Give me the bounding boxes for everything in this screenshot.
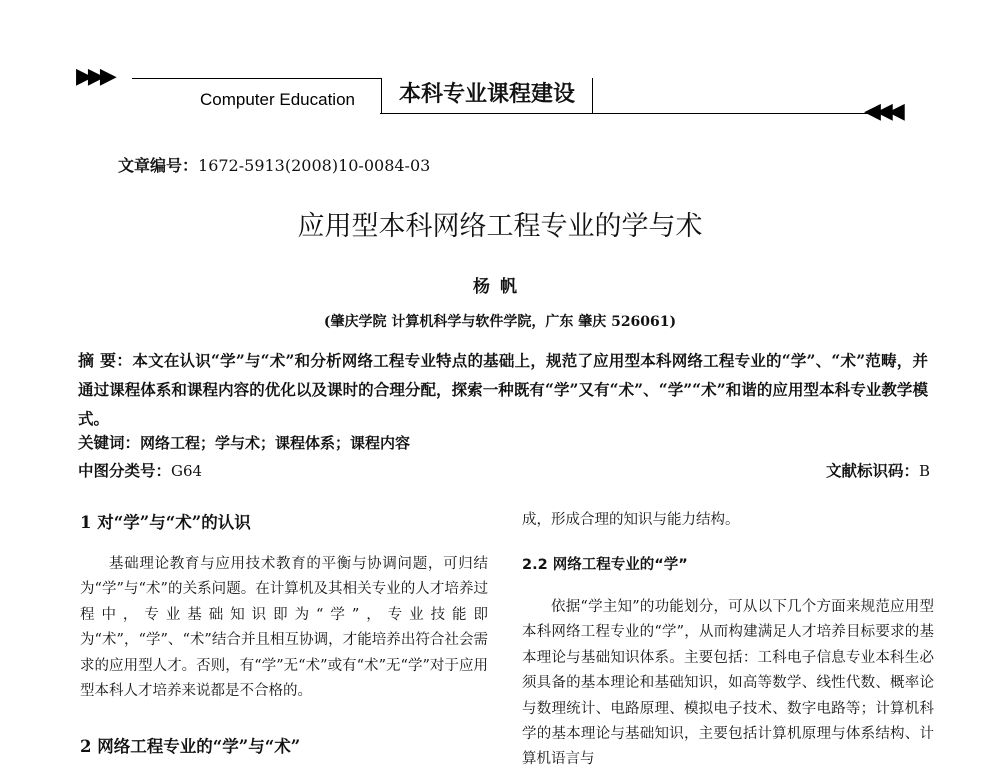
- abstract-text: 本文在认识“学”与“术”和分析网络工程专业特点的基础上，规范了应用型本科网络工程专业的“学”、“术”范畴，并通过课程体系和课程内容的优化以及课时的合理分配，探索一种既有“学”又有“术”、“学”“术”和谐的应用型本科专业教学模式。: [78, 351, 928, 428]
- header-rule-top: [132, 78, 422, 79]
- article-number-value: 1672-5913(2008)10-0084-03: [198, 156, 431, 175]
- author-affiliation: (肇庆学院 计算机科学与软件学院，广东 肇庆 526061): [323, 314, 677, 330]
- clc-value: G64: [171, 462, 203, 480]
- section-title-box: 本科专业课程建设: [381, 78, 593, 114]
- article-number-label: 文章编号：: [118, 156, 199, 175]
- doc-code-label: 文献标识码：: [825, 462, 919, 480]
- section-1-paragraph: 基础理论教育与应用技术教育的平衡与协调问题，可归结为“学”与“术”的关系问题。在计算机及其相关专业的人才培养过程中，专业基础知识即为“学”，专业技能即为“术”，“学”、“术”结合并且相互协调，才能培养出符合社会需求的应用型人才。否则，有“学”无“术”或有“术”无“学”对于应用型本科人才培养来说都是不合格的。: [80, 556, 488, 700]
- left-arrow-ornament: ▶▶▶: [76, 64, 112, 89]
- continued-paragraph: 成，形成合理的知识与能力结构。: [522, 512, 740, 528]
- header-rule-bottom: [380, 113, 872, 114]
- clc-number: [78, 459, 202, 481]
- keywords-label: 关键词：: [78, 434, 141, 452]
- keywords: [78, 431, 410, 453]
- author-name: 杨帆: [473, 277, 527, 297]
- clc-label: 中图分类号：: [78, 462, 172, 480]
- section-2-2-paragraph: 依据“学主知”的功能划分，可从以下几个方面来规范应用型本科网络工程专业的“学”，从而构建满足人才培养目标要求的基本理论与基础知识体系。主要包括：工科电子信息专业本科生必须具备的基本理论和基础知识，如高等数学、线性代数、概率论与数理统计、电路原理、模拟电子技术、数字电路等；计算机科学的基本理论与基础知识，主要包括计算机原理与体系结构、计算机语言与: [522, 599, 934, 768]
- article-number: [118, 153, 430, 176]
- journal-name: Computer Education: [200, 90, 355, 109]
- section-2-2-heading: 2.2 网络工程专业的“学”: [522, 557, 688, 573]
- right-arrow-ornament: ◀◀◀: [864, 99, 900, 124]
- doc-code-value: B: [918, 462, 930, 480]
- abstract-label: 摘 要：: [78, 351, 133, 370]
- document-code: [760, 459, 930, 481]
- section-2-heading: 2 网络工程专业的“学”与“术”: [80, 737, 301, 756]
- abstract: [78, 346, 928, 433]
- paper-title: 应用型本科网络工程专业的学与术: [297, 211, 703, 242]
- section-1-heading: 1 对“学”与“术”的认识: [80, 513, 251, 532]
- keywords-text: 网络工程；学与术；课程体系；课程内容: [140, 434, 411, 452]
